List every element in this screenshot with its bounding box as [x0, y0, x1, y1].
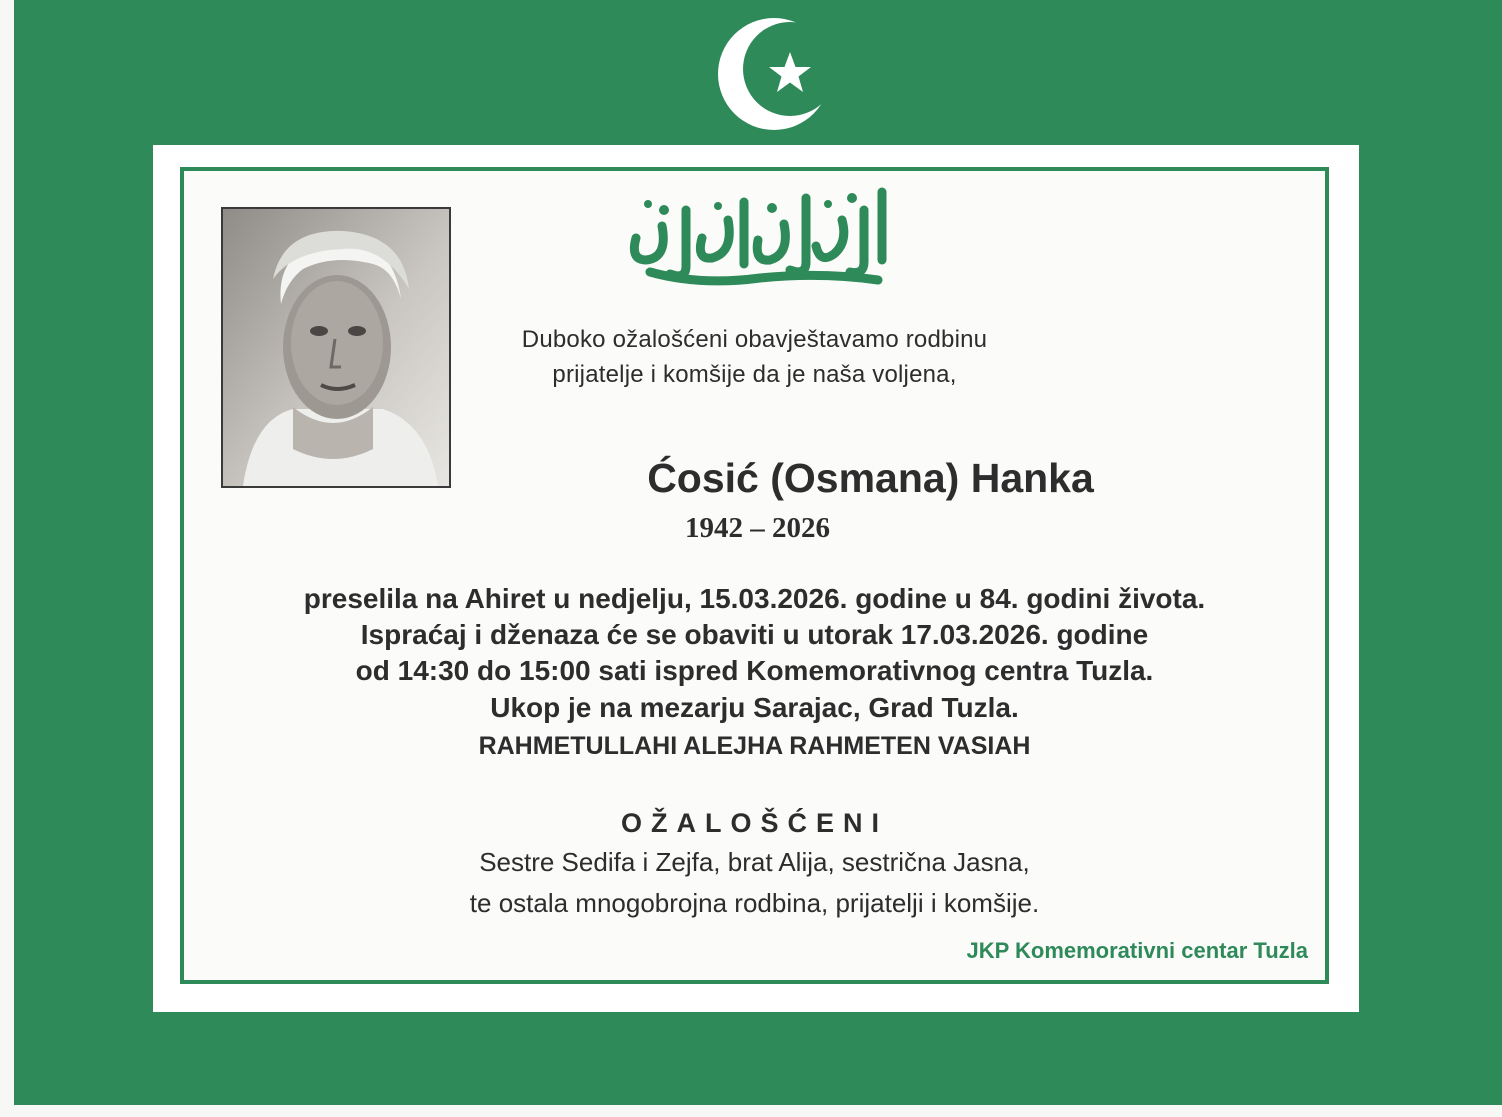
paper-edge-bottom — [0, 1105, 1502, 1117]
body-line-4: Ukop je na mezarju Sarajac, Grad Tuzla. — [490, 692, 1019, 723]
deceased-name: Ćosić (Osmana) Hanka — [647, 455, 1094, 501]
mourners-heading: OŽALOŠĆENI — [620, 808, 888, 838]
issuer-signature: JKP Komemorativni centar Tuzla — [966, 938, 1308, 963]
arabic-calligraphy-icon — [620, 180, 900, 292]
closing-prayer: RAHMETULLAHI ALEJHA RAHMETEN VASIAH — [478, 732, 1031, 760]
body-line-1: preselila na Ahiret u nedjelju, 15.03.2026. godine u 84. godini života. — [303, 583, 1206, 614]
life-years: 1942 – 2026 — [685, 512, 830, 544]
paper-edge-left — [0, 0, 14, 1117]
mourners-line-2: te ostala mnogobrojna rodbina, prijatelji i komšije. — [469, 888, 1040, 918]
intro-line-1: Duboko ožalošćeni obavještavamo rodbinu — [521, 326, 988, 353]
mourners-line-1: Sestre Sedifa i Zejfa, brat Alija, sestrična Jasna, — [479, 847, 1030, 877]
crescent-star-icon — [712, 12, 842, 142]
body-line-3: od 14:30 do 15:00 sati ispred Komemorativnog centra Tuzla. — [355, 655, 1154, 686]
body-line-2: Ispraćaj i dženaza će se obaviti u utorak 17.03.2026. godine — [360, 619, 1149, 650]
intro-line-2: prijatelje i komšije da je naša voljena, — [552, 361, 957, 388]
